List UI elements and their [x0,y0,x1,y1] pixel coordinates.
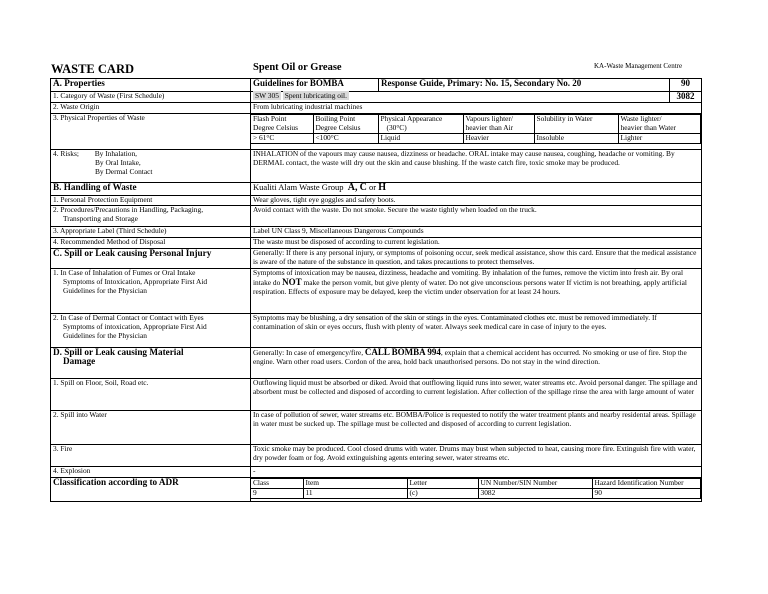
explosion-value: - [251,467,702,478]
adr-class-value: 9 [251,488,303,498]
explosion-label: 4. Explosion [51,467,251,478]
procedures-label: 2. Procedures/Precautions in Handling, Packaging, Transporting and Storage [51,206,251,227]
solubility-header: Solubility in Water [534,115,618,134]
adr-un-header: UN Number/SIN Number [478,479,592,489]
fumes-text: Symptoms of intoxication may be nausea, dizziness, headache and vomiting. By inhalation of the fumes, remove the victim into fresh air. By oral intake do NOT make the person vomit, but give plenty of water. Do not give unconscious persons water If victim is not breathing, apply artificial respiration. Effects of exposure may be delayed, keep the victim under observation for at least 24 hours. [251,269,702,314]
category-code: SW 305 [255,91,279,100]
guidelines-label: Guidelines for BOMBA [251,79,379,92]
personal-general: Generally: If there is any personal injury, or symptoms of poisoning occur, seek medical assistance, show this card. Ensure that the medical assistance is aware of the nature of the substance in question, and takes precautions to protect themselves. [251,249,702,269]
physical-properties-table [251,114,701,144]
solubility-value: Insoluble [534,133,618,143]
waste-card-table [50,78,702,502]
adr-item-header: Item [303,479,407,489]
adr-class-header: Class [251,479,303,489]
category-desc: Spent lubricating oil. [284,91,347,100]
handling-heading: B. Handling of Waste [51,183,251,196]
flash-point-header: Flash Point Degree Celsius [251,115,313,134]
risks-label: 4. Risks; By Inhalation, By Oral Intake, By Dermal Contact [51,150,251,183]
ppe-value: Wear gloves, tight eye goggles and safety boots. [251,196,702,206]
properties-heading: A. Properties [51,79,251,92]
adr-hazard-value: 90 [592,488,701,498]
waste-group: Kualiti Alam Waste Group A, C or H [251,183,702,196]
card-title: WASTE CARD [51,62,135,76]
personal-injury-heading: C. Spill or Leak causing Personal Injury [51,249,251,269]
fire-label: 3. Fire [51,445,251,467]
procedures-value: Avoid contact with the waste. Do not smoke. Secure the waste tightly when loaded on the truck. [251,206,702,227]
physical-label: 3. Physical Properties of Waste [51,114,251,150]
category-label: 1. Category of Waste (First Schedule) [51,92,251,103]
waste-density-value: Lighter [618,133,701,143]
adr-letter-header: Letter [407,479,478,489]
adr-hazard-header: Hazard Identification Number [592,479,701,489]
hazard-box-bottom: 3082 [670,92,702,103]
fumes-label: 1. In Case of Inhalation of Fumes or Oral Intake Symptoms of Intoxication, Appropriate First Aid Guidelines for the Physician [51,269,251,314]
vapours-header: Vapours lighter/ heavier than Air [463,115,534,134]
adr-un-value: 3082 [478,488,592,498]
adr-letter-value: (c) [407,488,478,498]
adr-table [251,478,701,499]
adr-item-value: 11 [303,488,407,498]
appearance-header: Physical Appearance (30°C) [378,115,463,134]
vapours-value: Heavier [463,133,534,143]
appearance-value: Liquid [378,133,463,143]
risks-text: INHALATION of the vapours may cause nausea, dizziness or headache. ORAL intake may cause nausea, coughing, headache or vomiting. By DERMAL contact, the waste will dry out the skin and cause blushing. If the waste catch fire, toxic smoke may be produced. [251,150,702,183]
floor-spill-text: Outflowing liquid must be absorbed or diked. Avoid that outflowing liquid runs into sewer, water streams etc. Avoid personal danger. The spillage and absorbent must be collected and disposed of according to current legislation. After collection of the spillage rinse the area with large amount of water [251,379,702,411]
disposal-value: The waste must be disposed of according to current legislation. [251,238,702,249]
material-general: Generally: In case of emergency/fire, CALL BOMBA 994, explain that a chemical accident has occurred. No smoking or use of fire. Stop the engine. Warn other road users. Cordon of the area, hold back unauthorised persons. Do not stay in the wind direction. [251,348,702,379]
boiling-point-value: <100°C [313,133,378,143]
adr-heading: Classification according to ADR [51,478,251,502]
label-label: 3. Appropriate Label (Third Schedule) [51,227,251,238]
disposal-label: 4. Recommended Method of Disposal [51,238,251,249]
origin-label: 2. Waste Origin [51,103,251,114]
fire-text: Toxic smoke may be produced. Cool closed drums with water. Drums may bust when subjected to heat, causing more fire. Extinguish fire with water, dry powder foam or fog. Avoid extinguishing agents entering sewer, water streams etc. [251,445,702,467]
floor-spill-label: 1. Spill on Floor, Soil, Road etc. [51,379,251,411]
water-spill-text: In case of pollution of sewer, water streams etc. BOMBA/Police is requested to notify the water treatment plants and nearby residental areas. Spillage in water must be sucked up. The spillage must be collected and disposed of according to current legislation. [251,411,702,445]
waste-density-header: Waste lighter/ heavier than Water [618,115,701,134]
flash-point-value: > 61°C [251,133,313,143]
dermal-label: 2. In Case of Dermal Contact or Contact with Eyes Symptoms of intoxication, Appropriate First Aid Guidelines for the Physician [51,314,251,348]
hazard-box-top: 90 [670,79,702,92]
label-value: Label UN Class 9, Miscellaneous Dangerous Compounds [251,227,702,238]
ppe-label: 1. Personal Protection Equipment [51,196,251,206]
origin-value: From lubricating industrial machines [251,103,702,114]
card-subtitle: Spent Oil or Grease [253,62,342,73]
water-spill-label: 2. Spill into Water [51,411,251,445]
centre-name: KA-Waste Management Centre [594,62,683,70]
boiling-point-header: Boiling Point Degree Celsius [313,115,378,134]
material-damage-heading: D. Spill or Leak causing Material Damage [51,348,251,379]
response-guide: Response Guide, Primary: No. 15, Secondary No. 20 [379,79,670,92]
dermal-text: Symptoms may be blushing, a dry sensation of the skin or stings in the eyes. Contaminated clothes etc. must be removed immediately. If contamination of skin or eyes occurs, flush with plenty of water. Always seek medical care in case of injury to the eyes. [251,314,702,348]
